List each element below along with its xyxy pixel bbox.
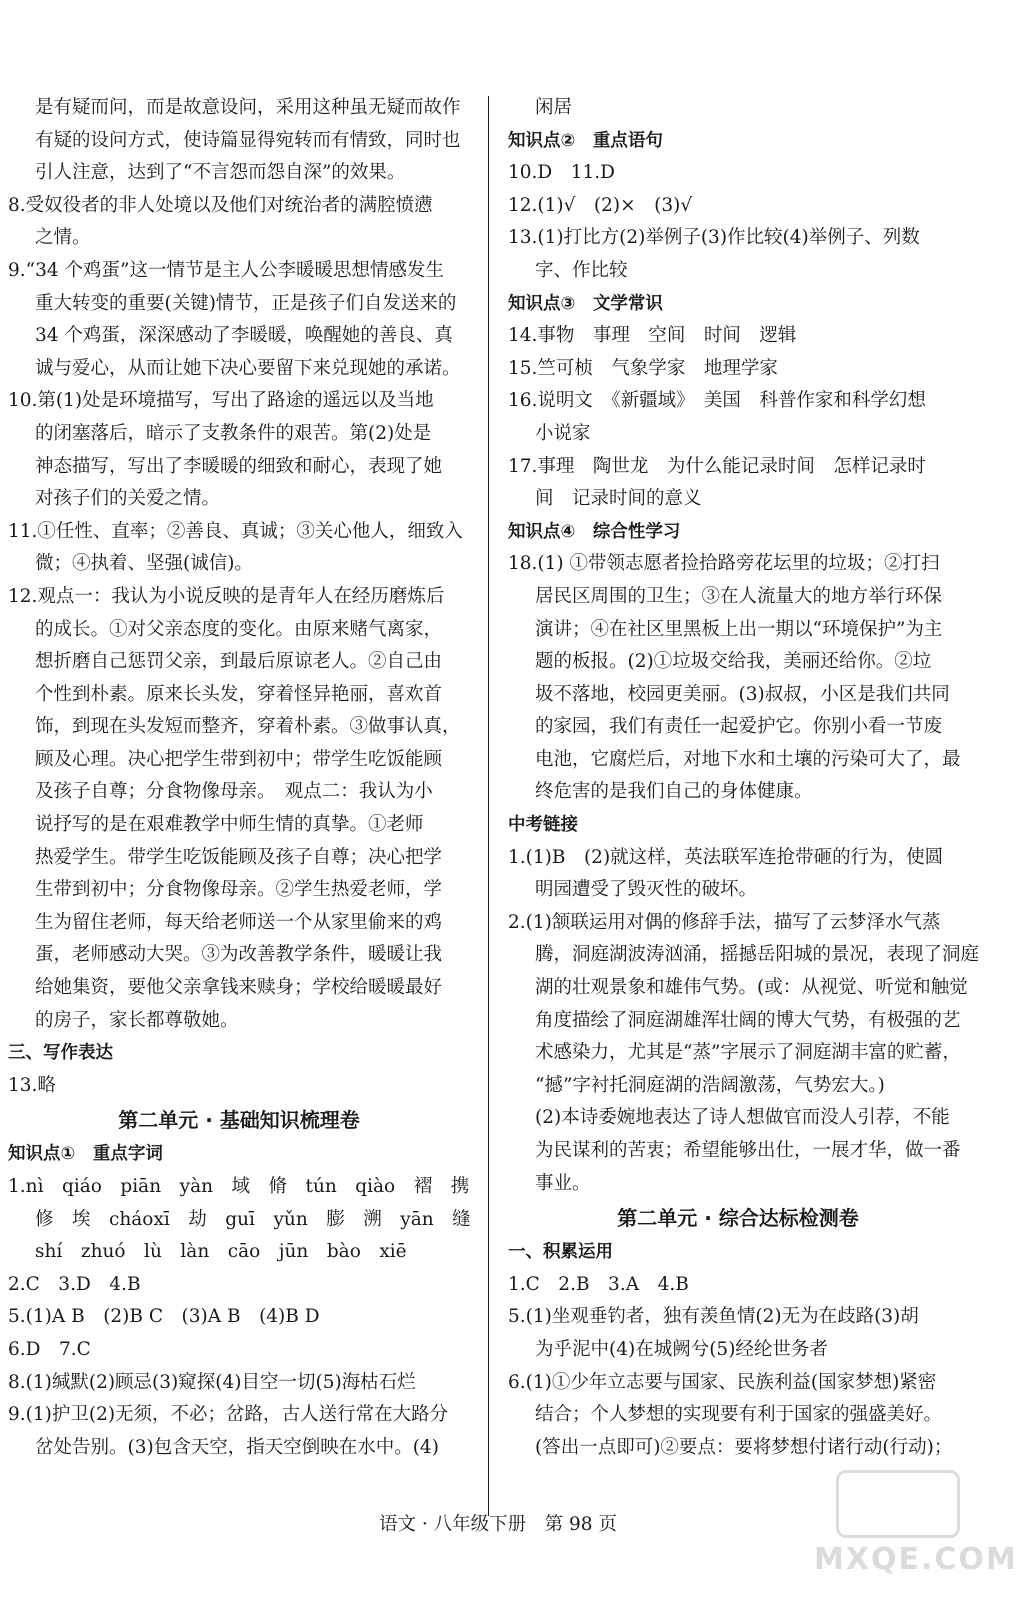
text-line: 11.①任性、直率；②善良、真诚；③关心他人，细致入 (8, 520, 463, 542)
watermark-badge-icon (836, 1470, 960, 1538)
text-line: 的成长。①对父亲态度的变化。由原来赌气离家， (35, 618, 443, 640)
text-line: 生为留住老师，每天给老师送一个从家里偷来的鸡 (35, 911, 443, 933)
text-line: 修 埃 cháoxī 劫 guī yǔn 膨 溯 yān 缝 (35, 1208, 471, 1230)
text-line: 及孩子自尊；分食物像母亲。 观点二：我认为小 (35, 781, 433, 803)
text-line: 10.D 11.D (508, 162, 616, 184)
text-line: 事业。 (535, 1172, 591, 1194)
text-line: shí zhuó lù làn cāo jūn bào xiē (35, 1241, 407, 1263)
text-line: 15.竺可桢 气象学家 地理学家 (508, 357, 778, 379)
text-line: 诚与爱心，从而让她下决心要留下来兑现她的承诺。 (35, 357, 461, 379)
text-line: 岔处告别。(3)包含天空，指天空倒映在水中。(4) (35, 1436, 439, 1458)
text-line: 5.(1)A B (2)B C (3)A B (4)B D (8, 1306, 320, 1328)
text-line: 1.(1)B (2)就这样，英法联军连抢带砸的行为，使圆 (508, 846, 944, 868)
left-column (8, 92, 470, 1464)
text-line: 的闭塞落后，暗示了支教条件的艰苦。第(2)处是 (35, 422, 432, 444)
text-line: 神态描写，写出了李暖暖的细致和耐心，表现了她 (35, 455, 443, 477)
right-column (508, 92, 980, 1464)
text-line: 个性到朴素。原来长头发，穿着怪异艳丽，喜欢首 (35, 683, 443, 705)
text-line: 34 个鸡蛋，深深感动了李暖暖，唤醒她的善良、真 (35, 325, 453, 347)
text-line: 电池，它腐烂后，对地下水和土壤的污染可大了，最 (535, 748, 961, 770)
text-line: 生带到初中；分食物像母亲。②学生热爱老师，学 (35, 879, 443, 901)
text-line: (答出一点即可)②要点：要将梦想付诸行动(行动)； (535, 1436, 953, 1458)
text-line: 6.D 7.C (8, 1338, 91, 1360)
text-line: 字、作比较 (535, 259, 628, 281)
text-line: 引人注意，达到了“不言怨而怨自深”的效果。 (35, 162, 406, 184)
text-line: 结合；个人梦想的实现要有利于国家的强盛美好。 (535, 1404, 943, 1426)
text-line: 8.(1)缄默(2)顾忌(3)窥探(4)目空一切(5)海枯石烂 (8, 1371, 416, 1393)
text-line: 的房子，家长都尊敬她。 (35, 1009, 239, 1031)
section-heading: 知识点② 重点语句 (508, 130, 663, 151)
text-line: 给她集资，要他父亲拿钱来赎身；学校给暖暖最好 (35, 977, 443, 999)
text-line: 演讲；④在社区里黑板上出一期以“环境保护”为主 (535, 618, 943, 640)
text-line: 12.观点一：我认为小说反映的是青年人在经历磨炼后 (8, 585, 445, 607)
text-line: 13.略 (8, 1074, 56, 1096)
text-line: (2)本诗委婉地表达了诗人想做官而没人引荐，不能 (535, 1107, 950, 1129)
text-line: 12.(1)√ (2)× (3)√ (508, 194, 693, 216)
text-line: 蛋，老师感动大哭。③为改善教学条件，暖暖让我 (35, 944, 443, 966)
text-line: 9.“34 个鸡蛋”这一情节是主人公李暖暖思想情感发生 (8, 259, 444, 281)
text-line: 微；④执着、坚强(诚信)。 (35, 553, 253, 575)
section-heading: 知识点④ 综合性学习 (508, 521, 681, 542)
text-line: 10.第(1)处是环境描写，写出了路途的遥远以及当地 (8, 390, 434, 412)
text-line: 14.事物 事理 空间 时间 逻辑 (508, 325, 797, 347)
text-line: 1.C 2.B 3.A 4.B (508, 1273, 689, 1295)
text-line: 2.(1)颔联运用对偶的修辞手法，描写了云梦泽水气蒸 (508, 911, 941, 933)
watermark-logo (814, 1470, 1018, 1588)
text-line: 16.说明文 《新疆域》 美国 科普作家和科学幻想 (508, 390, 926, 412)
text-line: 湖的壮观景象和雄伟气势。(或：从视觉、听觉和触觉 (535, 977, 968, 999)
text-line: 角度描绘了洞庭湖雄浑壮阔的博大气势，有极强的艺 (535, 1009, 961, 1031)
section-heading: 第二单元 · 基础知识梳理卷 (118, 1108, 360, 1133)
text-line: 为乎泥中(4)在城阙兮(5)经纶世务者 (535, 1338, 828, 1360)
text-line: 腾，洞庭湖波涛汹涌，摇撼岳阳城的景况，表现了洞庭 (535, 944, 980, 966)
text-line: 小说家 (535, 422, 591, 444)
text-line: 2.C 3.D 4.B (8, 1273, 141, 1295)
text-line: 9.(1)护卫(2)无须，不必；岔路，古人送行常在大路分 (8, 1404, 449, 1426)
text-line: 饰，到现在头发短而整齐，穿着朴素。③做事认真， (35, 716, 461, 738)
text-line: 闲居 (535, 97, 573, 118)
text-line: “撼”字衬托洞庭湖的浩阔激荡，气势宏大。) (535, 1074, 885, 1096)
text-line: 17.事理 陶世龙 为什么能记录时间 怎样记录时 (508, 455, 926, 477)
text-line: 的家园，我们有责任一起爱护它。你别小看一节废 (535, 716, 943, 738)
section-heading: 知识点③ 文学常识 (508, 293, 663, 314)
text-line: 6.(1)①少年立志要与国家、民族利益(国家梦想)紧密 (508, 1371, 937, 1393)
section-heading: 一、积累运用 (508, 1242, 613, 1263)
text-line: 术感染力，尤其是“蒸”字展示了洞庭湖丰富的贮蓄， (535, 1042, 961, 1064)
text-line: 重大转变的重要(关键)情节，正是孩子们自发送来的 (35, 292, 457, 314)
text-line: 居民区周围的卫生；③在人流量大的地方举行环保 (535, 585, 943, 607)
text-line: 为民谋利的苦衷；希望能够出仕，一展才华，做一番 (535, 1140, 961, 1161)
text-line: 是有疑而问，而是故意设问，采用这种虽无疑而故作 (35, 97, 461, 118)
text-line: 对孩子们的关爱之情。 (35, 488, 221, 510)
text-line: 顾及心理。决心把学生带到初中；带学生吃饭能顾 (35, 748, 443, 770)
text-line: 1.nì qiáo piān yàn 域 脩 tún qiào 褶 携 (8, 1176, 470, 1197)
text-line: 间 记录时间的意义 (535, 488, 702, 510)
text-line: 之情。 (35, 227, 91, 249)
text-line: 热爱学生。带学生吃饭能顾及孩子自尊；决心把学 (35, 846, 443, 868)
section-heading: 中考链接 (508, 815, 578, 836)
text-line: 想折磨自己惩罚父亲，到最后原谅老人。②自己由 (35, 651, 443, 673)
column-divider (488, 96, 489, 1516)
section-heading: 知识点① 重点字词 (8, 1144, 163, 1165)
watermark-text: MXQE.COM (814, 1542, 1018, 1577)
section-heading: 三、写作表达 (8, 1043, 113, 1064)
text-line: 终危害的是我们自己的身体健康。 (535, 781, 813, 803)
text-line: 说抒写的是在艰难教学中师生情的真挚。①老师 (35, 814, 424, 836)
text-line: 题的板报。(2)①垃圾交给我，美丽还给你。②垃 (535, 651, 932, 673)
text-line: 8.受奴役者的非人处境以及他们对统治者的满腔愤懑 (8, 194, 433, 216)
text-line: 13.(1)打比方(2)举例子(3)作比较(4)举例子、列数 (508, 227, 920, 249)
text-line: 明园遭受了毁灭性的破坏。 (535, 879, 758, 901)
text-line: 5.(1)坐观垂钓者，独有羡鱼情(2)无为在歧路(3)胡 (508, 1306, 919, 1328)
text-line: 圾不落地，校园更美丽。(3)叔叔，小区是我们共同 (535, 683, 950, 705)
section-heading: 第二单元 · 综合达标检测卷 (617, 1206, 859, 1231)
text-line: 有疑的设问方式，使诗篇显得宛转而有情致，同时也 (35, 129, 461, 151)
text-line: 18.(1) ①带领志愿者捡拾路旁花坛里的垃圾；②打扫 (508, 553, 940, 575)
page-footer: 语文 · 八年级下册 第 98 页 (379, 1514, 617, 1535)
